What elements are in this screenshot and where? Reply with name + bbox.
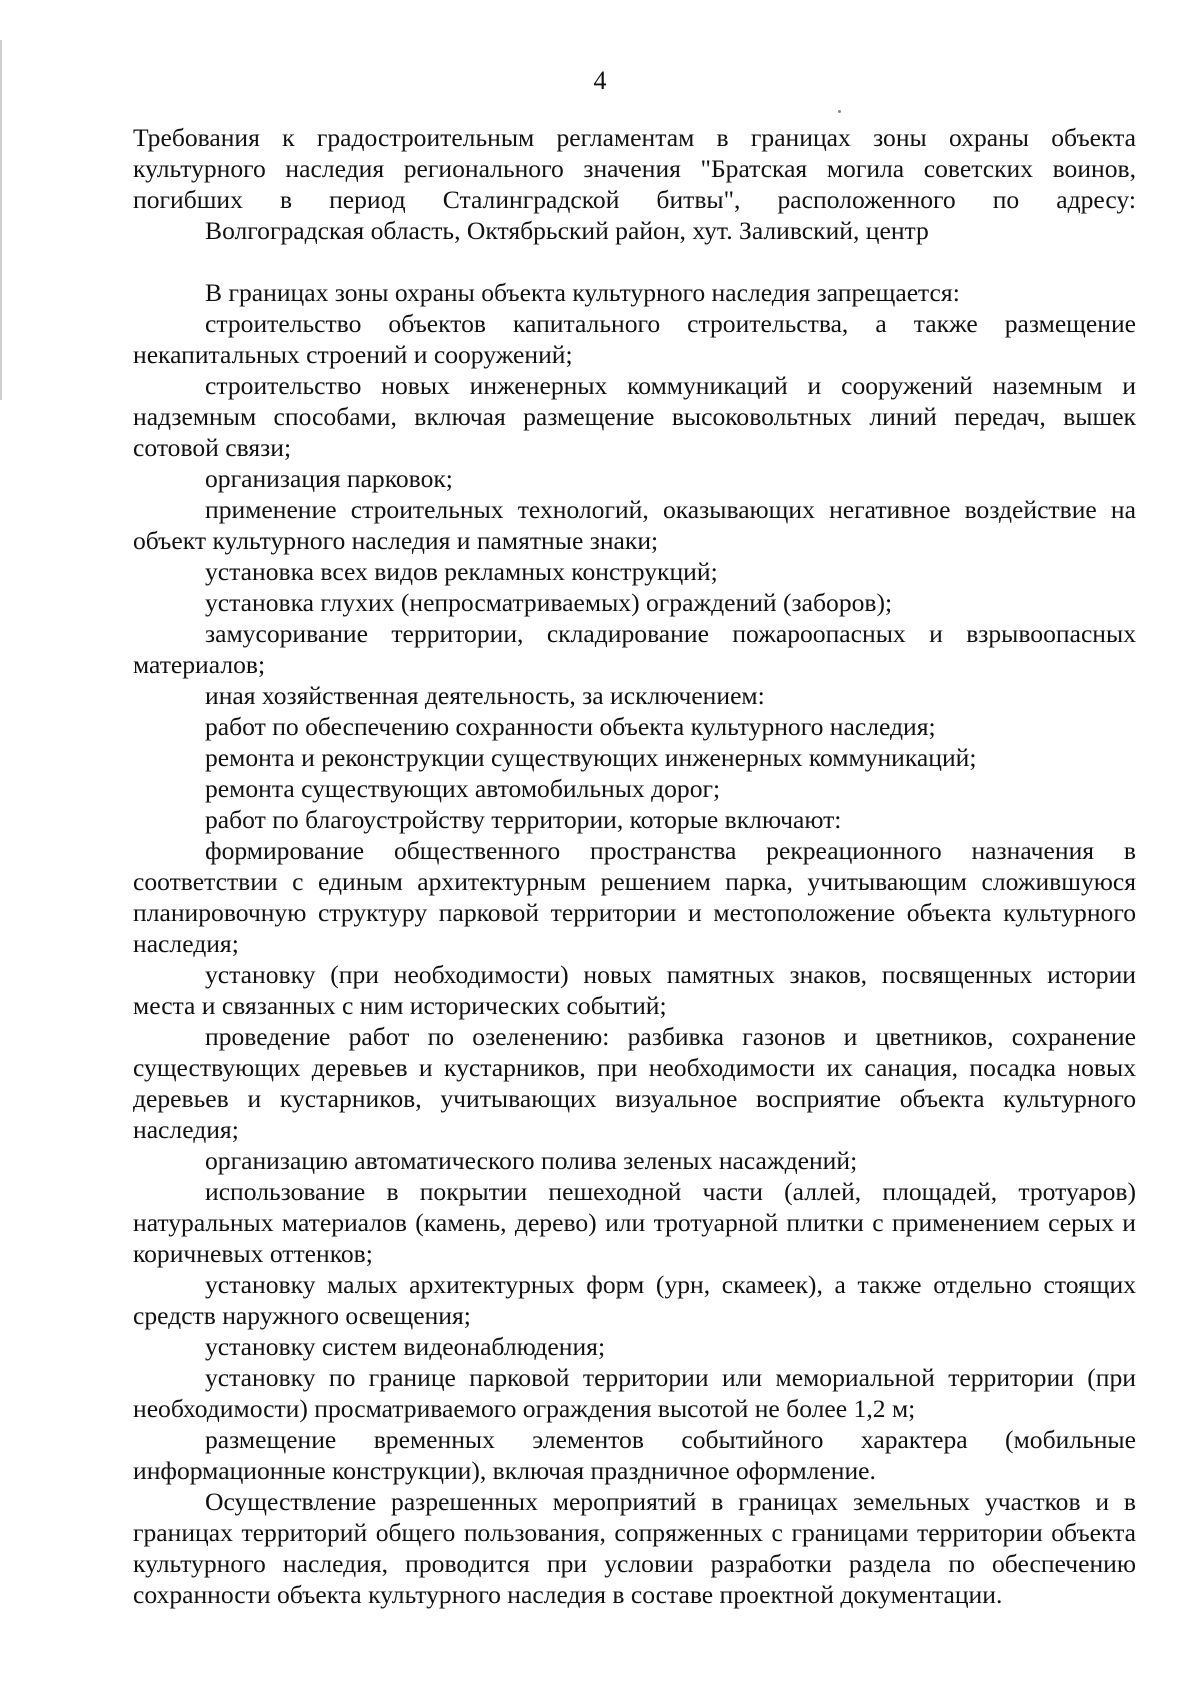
heading-line-3: погибших в период Сталинградской битвы", расположенного по адресу:: [133, 185, 1136, 214]
list-item: установку (при необходимости) новых памятных знаков, посвященных истории места и связанных с ним исторических событий;: [133, 960, 1136, 1020]
list-item: строительство объектов капитального строительства, а также размещение некапитальных строений и сооружений;: [133, 309, 1136, 369]
list-item: замусоривание территории, складирование пожароопасных и взрывоопасных материалов;: [133, 619, 1136, 679]
list-item: установка глухих (непросматриваемых) ограждений (заборов);: [205, 588, 893, 617]
list-item: организацию автоматического полива зеленых насаждений;: [205, 1146, 858, 1175]
list-item: работ по благоустройству территории, которые включают:: [205, 805, 842, 834]
list-item: ремонта и реконструкции существующих инженерных коммуникаций;: [205, 743, 977, 772]
list-item: применение строительных технологий, оказывающих негативное воздействие на объект культурного наследия и памятные знаки;: [133, 495, 1136, 555]
heading-line-1: Требования к градостроительным регламентам в границах зоны охраны объекта: [133, 123, 1136, 152]
list-item: установку систем видеонаблюдения;: [205, 1332, 606, 1361]
scan-speck: [838, 110, 841, 113]
list-item: строительство новых инженерных коммуникаций и сооружений наземным и надземным способами, включая размещение высоковольтных линий передач, вышек сотовой связи;: [133, 371, 1136, 462]
prohibitions-intro: В границах зоны охраны объекта культурного наследия запрещается:: [205, 278, 960, 307]
list-item: работ по обеспечению сохранности объекта культурного наследия;: [205, 712, 936, 741]
list-item: установку по границе парковой территории или мемориальной территории (при необходимости) просматриваемого ограждения высотой не более 1,2 м;: [133, 1363, 1136, 1423]
list-item: проведение работ по озеленению: разбивка газонов и цветников, сохранение существующих деревьев и кустарников, при необходимости их санация, посадка новых деревьев и кустарников, учитывающих визуальное восприятие объекта культурного наследия;: [133, 1022, 1136, 1144]
list-item: использование в покрытии пешеходной части (аллей, площадей, тротуаров) натуральных материалов (камень, дерево) или тротуарной плитки с применением серых и коричневых оттенков;: [133, 1177, 1136, 1268]
list-item: установка всех видов рекламных конструкций;: [205, 557, 718, 586]
list-item: организация парковок;: [205, 464, 453, 493]
page-number: 4: [593, 66, 607, 95]
list-item: иная хозяйственная деятельность, за исключением:: [205, 681, 765, 710]
list-item: установку малых архитектурных форм (урн, скамеек), а также отдельно стоящих средств наружного освещения;: [133, 1270, 1136, 1330]
closing-paragraph: Осуществление разрешенных мероприятий в границах земельных участков и в границах территорий общего пользования, сопряженных с границами территории объекта культурного наследия, проводится при условии разработки раздела по обеспечению сохранности объекта культурного наследия в составе проектной документации.: [133, 1487, 1136, 1609]
list-item: формирование общественного пространства рекреационного назначения в соответствии с единым архитектурным решением парка, учитывающим сложившуюся планировочную структуру парковой территории и местоположение объекта культурного наследия;: [133, 836, 1136, 958]
list-item: ремонта существующих автомобильных дорог;: [205, 774, 721, 803]
document-body: [133, 122, 1136, 1610]
list-item: размещение временных элементов событийного характера (мобильные информационные конструкции), включая праздничное оформление.: [133, 1425, 1136, 1485]
heading-line-4: Волгоградская область, Октябрьский район, хут. Заливский, центр: [205, 216, 929, 245]
heading-line-2: культурного наследия регионального значения "Братская могила советских воинов,: [133, 154, 1136, 183]
